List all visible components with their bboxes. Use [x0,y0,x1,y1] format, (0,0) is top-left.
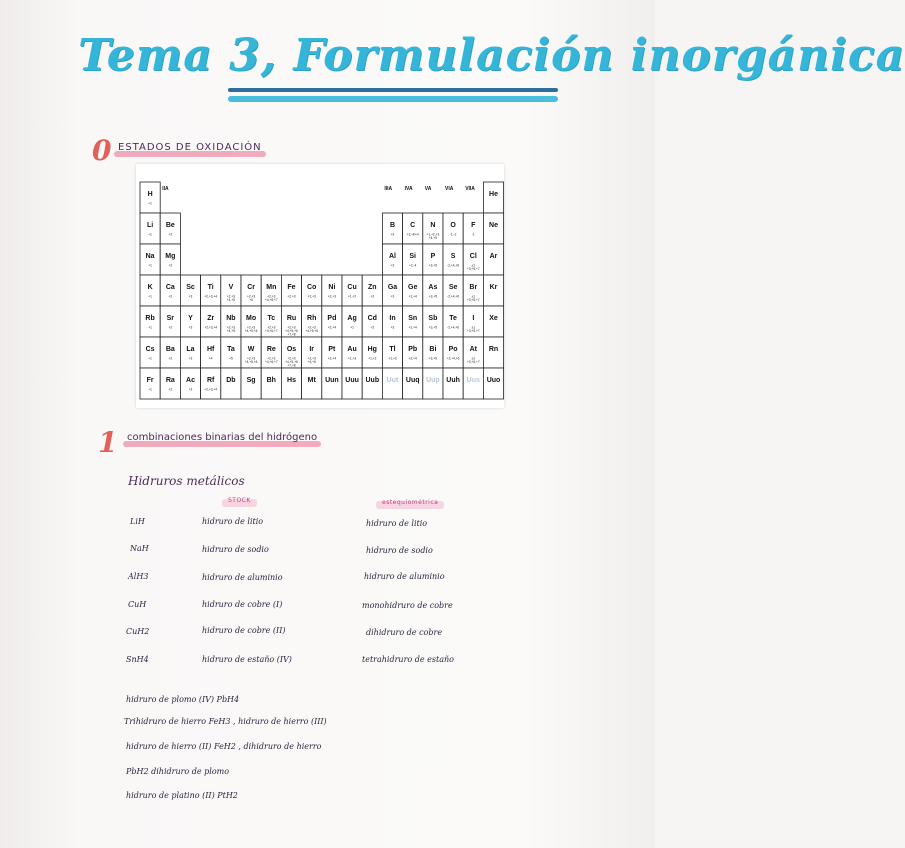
element-symbol: At [469,345,477,353]
section-0-number: 0 [92,134,112,167]
oxidation-states: ±1 [471,263,476,268]
oxidation-states: +2,-4/+4 [406,232,419,237]
hidruros-subtitle: Hidruros metálicos [128,474,245,488]
element-symbol: Al [389,252,396,260]
section-1-heading [127,432,317,443]
oxidation-states: +1 [148,325,152,330]
oxidation-states: +1,+3 [348,356,357,361]
element-symbol: O [450,221,456,229]
oxidation-states: +4,+5 [226,328,235,333]
element-symbol: Mt [307,376,316,384]
element-symbol: Cd [367,314,377,322]
oxidation-states: +2 [168,356,173,361]
oxidation-states: +4,+5,+6 [244,359,258,364]
element-symbol: Ta [227,345,235,353]
hydride-stock-name: hidruro de estaño (IV) [202,655,292,664]
element-symbol: Pb [408,345,418,353]
oxidation-states: +4,+6,+7 [264,297,278,302]
element-symbol: Uuq [405,376,420,384]
oxidation-states: +3 [188,294,193,299]
group-label: IIA [162,186,169,192]
oxidation-states: +2,+3 [247,325,256,330]
oxidation-states: +2 [168,263,173,268]
oxidation-states: +2,+4 [408,294,417,299]
element-symbol: K [147,283,153,291]
oxidation-states: +1 [148,356,152,361]
oxidation-states: +3 [188,356,193,361]
oxidation-states: +3,+5,+7 [466,266,480,271]
hydride-formula: NaH [130,544,149,553]
oxidation-states: +4,+6,+7 [264,359,278,364]
oxidation-states: +3,+5 [428,325,437,330]
oxidation-states: +1,+3 [388,356,397,361]
element-symbol: Ba [165,345,175,353]
oxidation-states: +4,+5,+6 [244,328,258,333]
element-symbol: B [389,221,396,229]
oxidation-states: +3 [188,325,193,330]
element-symbol: N [430,221,436,229]
element-symbol: Sc [186,283,195,291]
oxidation-states: ±1 [471,294,476,299]
oxidation-states: +2 [168,325,173,330]
element-symbol: Mg [165,252,176,260]
section-1-number: 1 [98,426,118,459]
oxidation-states: +4,+5 [428,235,437,240]
oxidation-states: ±1 [471,325,476,330]
title-text: Tema 3, Formulación inorgánica [78,30,905,81]
element-symbol: Ge [408,283,418,291]
element-symbol: W [247,345,255,353]
oxidation-states: +1 [148,263,152,268]
oxidation-states: +4,+5,+6 [285,328,298,333]
element-symbol: Zr [207,314,215,322]
element-symbol: Uut [386,376,399,384]
oxidation-states: +4,+5,+6 [305,328,319,333]
oxidation-states: +3 [390,232,395,237]
oxidation-states: -1 [471,232,475,237]
element-symbol: Rn [488,345,499,353]
oxidation-states: +3 [390,294,395,299]
oxidation-states: +3 [188,387,193,392]
element-symbol: S [450,252,456,260]
element-symbol: Fe [287,283,296,291]
element-symbol: I [472,314,475,322]
element-symbol: La [186,345,195,353]
oxidation-states: +2,+3 [287,294,296,299]
oxidation-states: +3,+5,+7 [466,297,480,302]
hydride-formula: SnH4 [126,655,149,664]
oxidation-states: +1 [148,232,152,237]
element-symbol: Ca [165,283,175,291]
element-symbol: Ga [387,283,398,291]
oxidation-states: +2,+3 [307,356,316,361]
oxidation-states: +2,+3 [287,325,296,330]
note-line: hidruro de platino (II) PtH2 [126,791,238,800]
section-0-heading [118,142,262,153]
element-symbol: Cl [469,252,477,260]
oxidation-states: +2 [168,294,173,299]
element-symbol: Uub [365,376,380,384]
element-symbol: Cu [347,283,357,291]
periodic-table [136,164,504,408]
oxidation-states: +1,+2 [368,356,377,361]
oxidation-states: +6 [249,297,253,302]
oxidation-states: +1,+2,+3 [426,232,440,237]
oxidation-states: +4,+6,+7 [264,328,278,333]
oxidation-states: +3 [390,263,395,268]
element-symbol: Po [448,345,458,353]
oxidation-states: +2,+3,+4 [204,325,218,330]
element-symbol: Hs [287,376,296,384]
element-symbol: Uuo [486,376,501,384]
oxidation-states: +1 [148,387,152,392]
hydride-formula: CuH [128,600,147,609]
hydride-formula: LiH [130,517,145,526]
hydride-esteq-name: hidruro de litio [366,519,428,528]
element-symbol: Os [286,345,297,353]
oxidation-states: +3,+5 [428,356,437,361]
element-symbol: Te [449,314,457,322]
element-symbol: Sg [246,376,256,384]
element-symbol: Rf [207,376,215,384]
oxidation-states: +2,+3 [226,325,235,330]
oxidation-states: +1 [148,294,152,299]
title-highlight [228,96,558,102]
oxidation-states: +3 [390,325,395,330]
oxidation-states: -2,+4,+6 [447,294,460,299]
oxidation-states: +7,+8 [287,363,296,368]
oxidation-states: +2,+3,+4 [204,387,218,392]
oxidation-states: +4,+6 [307,359,316,364]
oxidation-states: +4,+5,+6 [285,359,298,364]
element-symbol: Si [409,252,417,260]
note-line: Trihidruro de hierro FeH3 , hidruro de hierro (III) [124,717,327,726]
element-symbol: C [410,221,416,229]
hydride-stock-name: hidruro de litio [202,517,264,526]
element-symbol: Rh [307,314,317,322]
hydride-stock-name: hidruro de cobre (II) [202,626,286,635]
oxidation-states: ±1 [471,356,476,361]
element-symbol: Cr [247,283,255,291]
element-symbol: Au [347,345,357,353]
column-label-estequiometrica [382,499,438,506]
element-symbol: Ne [489,221,498,229]
element-symbol: He [489,190,498,198]
element-symbol: Bi [429,345,437,353]
oxidation-states: +2,+4 [408,356,417,361]
element-symbol: Ac [186,376,195,384]
element-symbol: As [428,283,438,291]
hydride-esteq-name: hidruro de aluminio [364,572,445,581]
element-symbol: Co [307,283,317,291]
note-line: PbH2 dihidruro de plomo [126,767,230,776]
element-symbol: H [147,190,153,198]
oxidation-states: +2 [168,387,173,392]
oxidation-states: +3,+5,+7 [466,328,480,333]
periodic-table-svg [136,164,504,408]
oxidation-states: +2,+3 [267,294,276,299]
oxidation-states: +2,+3 [226,294,235,299]
element-symbol: Pd [327,314,337,322]
note-line: hidruro de plomo (IV) PbH4 [126,695,240,704]
oxidation-states: +2,+3 [287,356,296,361]
oxidation-states: +2,+3 [307,325,316,330]
element-symbol: Ra [165,376,175,384]
oxidation-states: +2,+4 [327,325,336,330]
element-symbol: Ag [347,314,357,322]
oxidation-states: +2 [168,232,173,237]
oxidation-states: -2,+4,+6 [447,325,460,330]
element-symbol: Hf [207,345,215,353]
oxidation-states: +2,+3 [267,325,276,330]
oxidation-states: +2,+4 [327,356,336,361]
page-title [78,30,905,110]
column-label-stock [228,497,251,504]
oxidation-states: +3,+5 [428,263,437,268]
section-0-heading-text: ESTADOS DE OXIDACIÓN [118,142,262,153]
oxidation-states: +2 [370,294,375,299]
element-symbol: Tc [267,314,276,322]
oxidation-states: +2,+3 [247,294,256,299]
group-label: VIIA [465,186,475,192]
element-symbol: Db [226,376,236,384]
title-underline [228,88,558,92]
oxidation-states: +1 [148,201,152,206]
hydride-esteq-name: dihidruro de cobre [366,628,443,637]
oxidation-states: +2,+3 [267,356,276,361]
oxidation-states: +2,+3 [247,356,256,361]
element-symbol: Uus [466,376,480,384]
element-symbol: Uuu [345,376,359,384]
element-symbol: Pt [328,345,336,353]
element-symbol: Kr [489,283,498,291]
element-symbol: Br [469,283,478,291]
element-symbol: Cs [145,345,155,353]
oxidation-states: +2,+4 [408,325,417,330]
element-symbol: Tl [389,345,396,353]
hydride-stock-name: hidruro de sodio [202,545,269,554]
oxidation-states: +2,+4,+6 [446,356,460,361]
element-symbol: Ru [286,314,297,322]
group-label: VIA [445,186,454,192]
oxidation-states: +4,+5 [226,297,235,302]
group-label: VA [424,186,432,192]
oxidation-states: -1,-2 [449,232,457,237]
element-symbol: P [430,252,436,260]
element-symbol: Hg [367,345,377,353]
hydride-stock-name: hidruro de cobre (I) [202,600,283,609]
element-symbol: Zn [368,283,377,291]
element-symbol: Nb [226,314,236,322]
element-symbol: Y [188,314,193,322]
oxidation-states: -2,+4,+6 [447,263,460,268]
element-symbol: Bh [266,376,276,384]
element-symbol: Sb [428,314,438,322]
element-symbol: Be [165,221,175,229]
element-symbol: Se [448,283,458,291]
hydride-formula: CuH2 [126,627,150,636]
oxidation-states: +5 [229,356,233,361]
group-label: IIIA [384,186,393,192]
hydride-stock-name: hidruro de aluminio [202,573,283,582]
element-symbol: Fr [146,376,154,384]
element-symbol: Ti [207,283,214,291]
element-symbol: Mo [246,314,257,322]
hydride-formula: AlH3 [128,572,149,581]
oxidation-states: +2,+3 [327,294,336,299]
hydride-esteq-name: hidruro de sodio [366,546,433,555]
element-symbol: Rb [145,314,155,322]
section-1-heading-text: combinaciones binarias del hidrógeno [127,432,318,443]
hydride-esteq-name: monohidruro de cobre [362,601,453,610]
oxidation-states: +1,+2 [348,294,357,299]
element-symbol: Re [266,345,276,353]
element-symbol: In [389,314,396,322]
group-label: IVA [404,186,413,192]
element-symbol: Na [145,252,155,260]
oxidation-states: +2 [370,325,375,330]
element-symbol: Xe [489,314,498,322]
element-symbol: Li [146,221,154,229]
element-symbol: Sn [408,314,418,322]
oxidation-states: +2,-4 [409,263,417,268]
element-symbol: Ni [328,283,336,291]
column-label-stock-text: STOCK [228,497,251,504]
element-symbol: Mn [266,283,277,291]
element-symbol: Ir [309,345,315,353]
oxidation-states: +4 [208,356,213,361]
element-symbol: F [471,221,476,229]
oxidation-states: +7,+8 [287,332,296,337]
hydride-esteq-name: tetrahidruro de estaño [362,655,454,664]
oxidation-states: +2,+3,+4 [204,294,218,299]
column-label-estequiometrica-text: estequiométrica [382,499,439,506]
oxidation-states: +2,+3 [307,294,316,299]
element-symbol: Sr [166,314,175,322]
element-symbol: Uun [325,376,339,384]
oxidation-states: +3,+5 [428,294,437,299]
oxidation-states: +3,+5,+7 [466,359,480,364]
element-symbol: V [228,283,234,291]
note-line: hidruro de hierro (II) FeH2 , dihidruro de hierro [126,742,322,751]
element-symbol: Ar [489,252,498,260]
element-symbol: Uup [426,376,440,384]
oxidation-states: +1 [350,325,354,330]
element-symbol: Uuh [446,376,460,384]
